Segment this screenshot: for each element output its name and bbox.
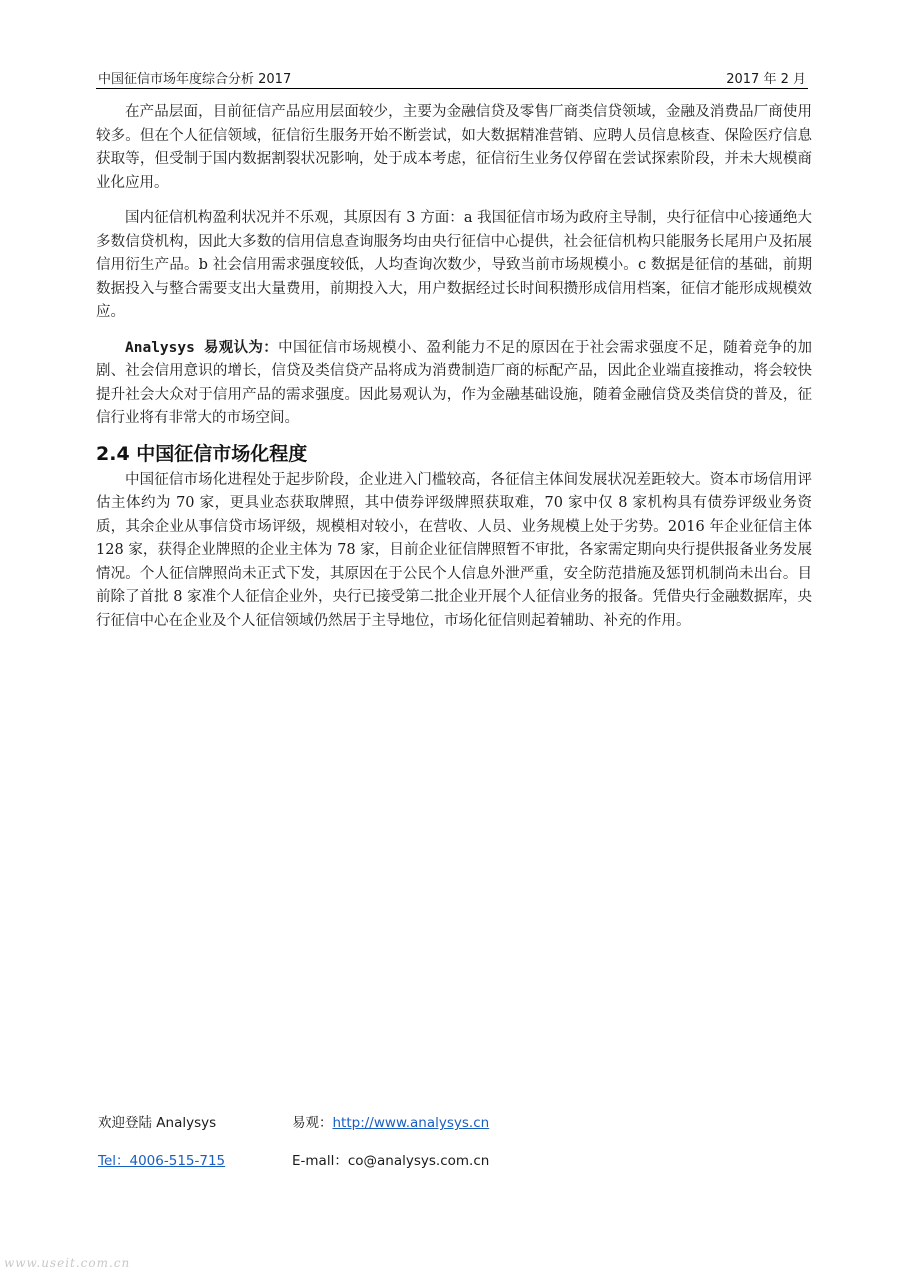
- footer-tel-link[interactable]: Tel：4006-515-715: [98, 1153, 226, 1169]
- footer-email-label: E-mall：: [292, 1153, 348, 1169]
- report-date: 2017 年 2 月: [726, 72, 806, 87]
- paragraph-profitability: 国内征信机构盈利状况并不乐观，其原因有 3 方面：a 我国征信市场为政府主导制，央行征信中心接通绝大多数信贷机构，因此大多数的信用信息查询服务均由央行征信中心提供，社会征信机构只能服务长尾用户及拓展信用衍生产品。b 社会信用需求强度较低，人均查询次数少，导致当前市场规模小。c 数据是征信的基础，前期数据投入与整合需要支出大量费用，前期投入大，用户数据经过长时间积攒形成信用档案，征信才能形成规模效应。: [96, 210, 812, 320]
- section-heading: 2.4 中国征信市场化程度: [96, 442, 308, 465]
- page-footer: [96, 1108, 816, 1178]
- paragraph-marketization: 中国征信市场化进程处于起步阶段，企业进入门槛较高，各征信主体间发展状况差距较大。资本市场信用评估主体约为 70 家，更具业态获取牌照，其中债券评级牌照获取难，70 家中仅 8 家机构具有债券评级业务资质，其余企业从事信贷市场评级，规模相对较小，在营收、人员、业务规模上处于劣势。2016 年企业征信主体 128 家，获得企业牌照的企业主体为 78 家，目前企业征信牌照暂不审批，各家需定期向央行提供报备业务发展情况。个人征信牌照尚未正式下发，其原因在于公民个人信息外泄严重，安全防范措施及惩罚机制尚未出台。目前除了首批 8 家准个人征信企业外，央行已接受第二批企业开展个人征信业务的报备。凭借央行金融数据库，央行征信中心在企业及个人征信领域仍然居于主导地位，市场化征信则起着辅助、补充的作用。: [96, 471, 812, 629]
- footer-site: [292, 1111, 489, 1131]
- footer-tel: [98, 1149, 225, 1169]
- paragraph-analysys-view: [96, 337, 812, 431]
- document-body: [96, 101, 812, 645]
- watermark: www.useit.com.cn: [4, 1256, 131, 1270]
- footer-site-link[interactable]: http://www.analysys.cn: [332, 1115, 490, 1131]
- footer-site-label: 易观：: [292, 1115, 333, 1131]
- paragraph-product-level: 在产品层面，目前征信产品应用层面较少，主要为金融信贷及零售厂商类信贷领域，金融及消费品厂商使用较多。但在个人征信领域，征信衍生服务开始不断尝试，如大数据精准营销、应聘人员信息核查、保险医疗信息获取等，但受制于国内数据割裂状况影响，处于成本考虑，征信衍生业务仅停留在尝试探索阶段，并未大规模商业化应用。: [96, 104, 812, 191]
- footer-welcome: 欢迎登陆 Analysys: [98, 1115, 217, 1131]
- footer-email-address: co@analysys.com.cn: [347, 1153, 490, 1169]
- analysys-view-text: 中国征信市场规模小、盈利能力不足的原因在于社会需求强度不足，随着竞争的加剧、社会信用意识的增长，信贷及类信贷产品将成为消费制造厂商的标配产品，因此企业端直接推动，将会较快提升社会大众对于信用产品的需求强度。因此易观认为，作为金融基础设施，随着金融信贷及类信贷的普及，征信行业将有非常大的市场空间。: [96, 339, 812, 426]
- report-title: 中国征信市场年度综合分析 2017: [98, 72, 292, 87]
- page-header: [96, 66, 808, 89]
- analysys-view-lead: Analysys 易观认为：: [125, 339, 279, 356]
- footer-email: [292, 1149, 489, 1169]
